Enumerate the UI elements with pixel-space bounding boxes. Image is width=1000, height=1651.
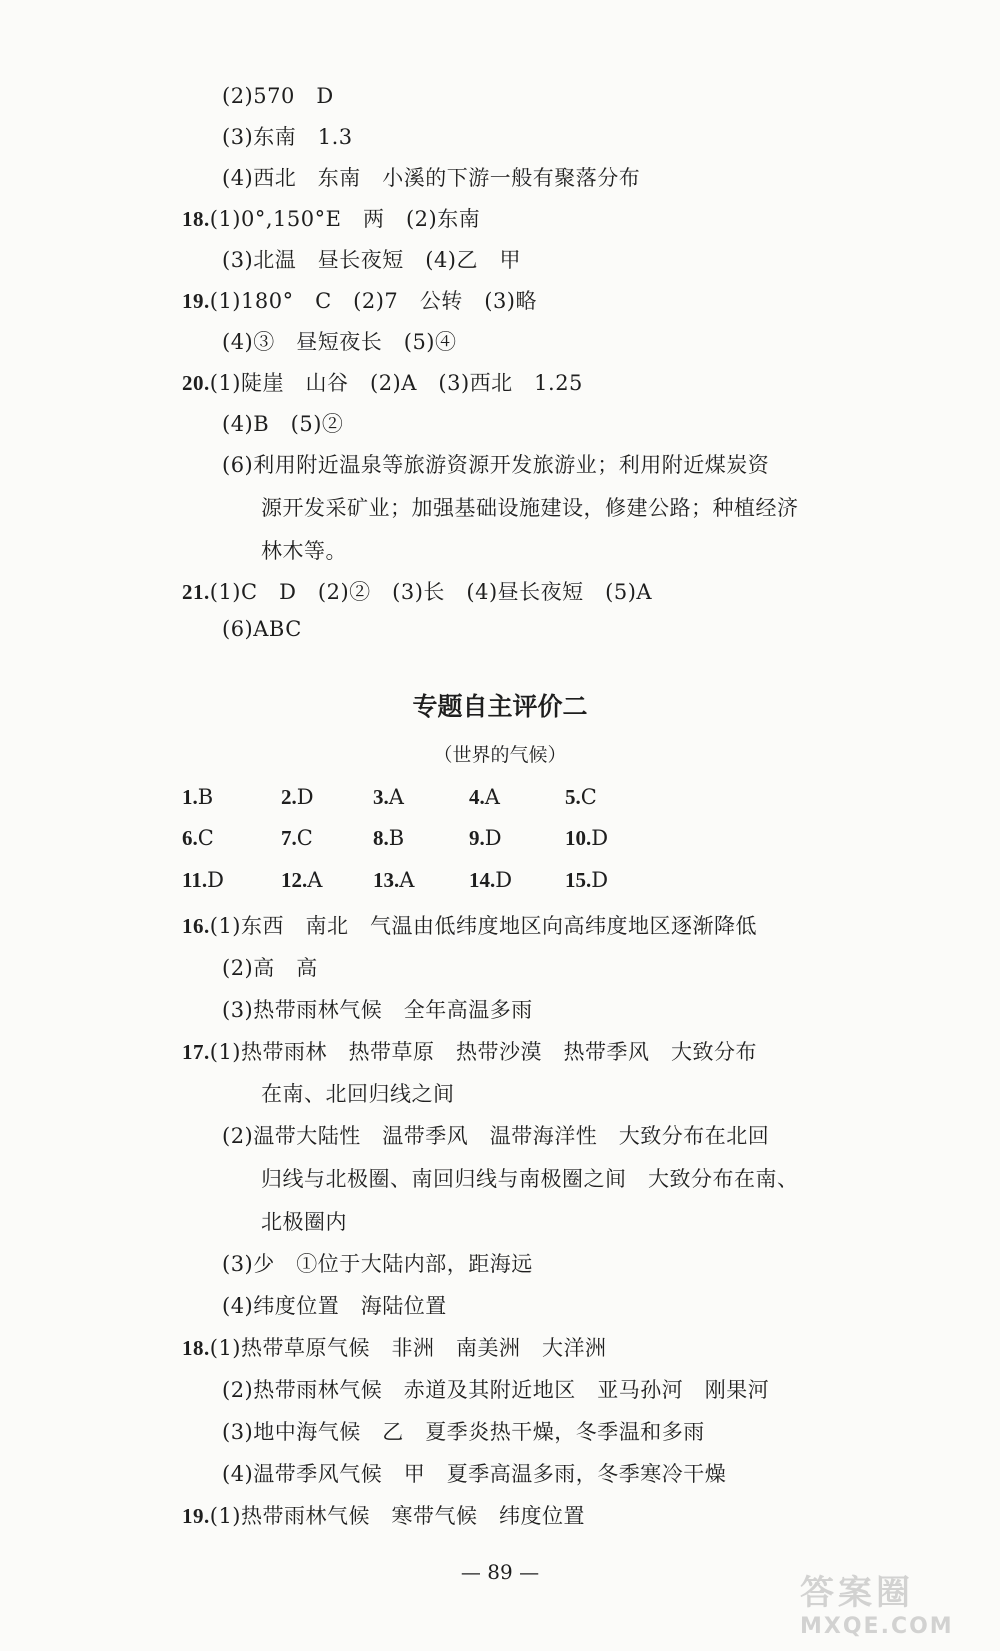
watermark-url: MXQE.COM <box>800 1614 954 1639</box>
answer-line: 源开发采矿业；加强基础设施建设，修建公路；种植经济 <box>261 496 799 520</box>
question-16 <box>182 910 757 940</box>
answer-text: (1)C D (2)② (3)长 (4)昼长夜短 (5)A <box>209 580 653 604</box>
answer-line: 林木等。 <box>261 539 347 563</box>
mc-item: 14.D <box>469 868 513 892</box>
question-number: 19. <box>182 289 210 313</box>
answer-line: (4)B (5)② <box>222 412 344 436</box>
mc-item: 15.D <box>565 868 609 892</box>
answer-text: (1)热带草原气候 非洲 南美洲 大洋洲 <box>209 1336 607 1360</box>
question-20 <box>182 367 583 397</box>
mc-item: 1.B <box>182 785 214 809</box>
mc-item: 3.A <box>373 785 404 809</box>
question-number: 16. <box>182 914 210 938</box>
mc-item: 9.D <box>469 826 502 850</box>
page-number: — 89 — <box>460 1560 540 1584</box>
answer-text: (1)热带雨林气候 寒带气候 纬度位置 <box>209 1504 585 1528</box>
mc-item: 2.D <box>281 785 314 809</box>
mc-item: 7.C <box>281 826 313 850</box>
question-number: 20. <box>182 371 210 395</box>
answer-line: (2)570 D <box>222 84 334 108</box>
answer-line: 北极圈内 <box>261 1210 347 1234</box>
mc-item: 8.B <box>373 826 405 850</box>
answer-text: (1)东西 南北 气温由低纬度地区向高纬度地区逐渐降低 <box>209 914 757 938</box>
answer-line: (3)地中海气候 乙 夏季炎热干燥，冬季温和多雨 <box>222 1420 705 1444</box>
answer-line: (3)东南 1.3 <box>222 125 353 149</box>
answer-line: 在南、北回归线之间 <box>261 1082 455 1106</box>
answer-line: (4)西北 东南 小溪的下游一般有聚落分布 <box>222 166 641 190</box>
mc-item: 13.A <box>373 868 415 892</box>
answer-line: (6)利用附近温泉等旅游资源开发旅游业；利用附近煤炭资 <box>222 453 770 477</box>
watermark-text: 答案圈 <box>800 1573 914 1613</box>
mc-item: 4.A <box>469 785 500 809</box>
question-18b <box>182 1332 607 1362</box>
mc-item: 12.A <box>281 868 323 892</box>
answer-line: (3)热带雨林气候 全年高温多雨 <box>222 998 533 1022</box>
answer-line: (2)温带大陆性 温带季风 温带海洋性 大致分布在北回 <box>222 1124 770 1148</box>
question-number: 18. <box>182 1336 210 1360</box>
answer-line: 归线与北极圈、南回归线与南极圈之间 大致分布在南、 <box>261 1167 799 1191</box>
answer-text: (1)0°,150°E 两 (2)东南 <box>209 207 481 231</box>
mc-item: 6.C <box>182 826 214 850</box>
watermark-logo <box>800 1565 985 1645</box>
question-number: 21. <box>182 580 210 604</box>
question-18a <box>182 203 480 233</box>
section-title: 专题自主评价二 <box>412 692 588 721</box>
answer-line: (4)纬度位置 海陆位置 <box>222 1294 447 1318</box>
answer-text: (1)陡崖 山谷 (2)A (3)西北 1.25 <box>209 371 583 395</box>
question-number: 18. <box>182 207 210 231</box>
mc-item: 5.C <box>565 785 597 809</box>
answer-line: (6)ABC <box>222 617 302 641</box>
answer-text: (1)热带雨林 热带草原 热带沙漠 热带季风 大致分布 <box>209 1040 757 1064</box>
question-19a <box>182 285 537 315</box>
mc-item: 11.D <box>182 868 224 892</box>
answer-text: (1)180° C (2)7 公转 (3)略 <box>209 289 538 313</box>
answer-line: (3)少 ①位于大陆内部，距海远 <box>222 1252 533 1276</box>
answer-line: (2)高 高 <box>222 956 318 980</box>
answer-line: (4)③ 昼短夜长 (5)④ <box>222 330 457 354</box>
question-17 <box>182 1036 757 1066</box>
answer-line: (2)热带雨林气候 赤道及其附近地区 亚马孙河 刚果河 <box>222 1378 770 1402</box>
answer-line: (3)北温 昼长夜短 (4)乙 甲 <box>222 248 521 272</box>
section-subtitle: （世界的气候） <box>433 744 567 766</box>
mc-item: 10.D <box>565 826 609 850</box>
question-21 <box>182 576 652 606</box>
question-19b <box>182 1500 585 1530</box>
answer-line: (4)温带季风气候 甲 夏季高温多雨，冬季寒冷干燥 <box>222 1462 727 1486</box>
question-number: 17. <box>182 1040 210 1064</box>
question-number: 19. <box>182 1504 210 1528</box>
